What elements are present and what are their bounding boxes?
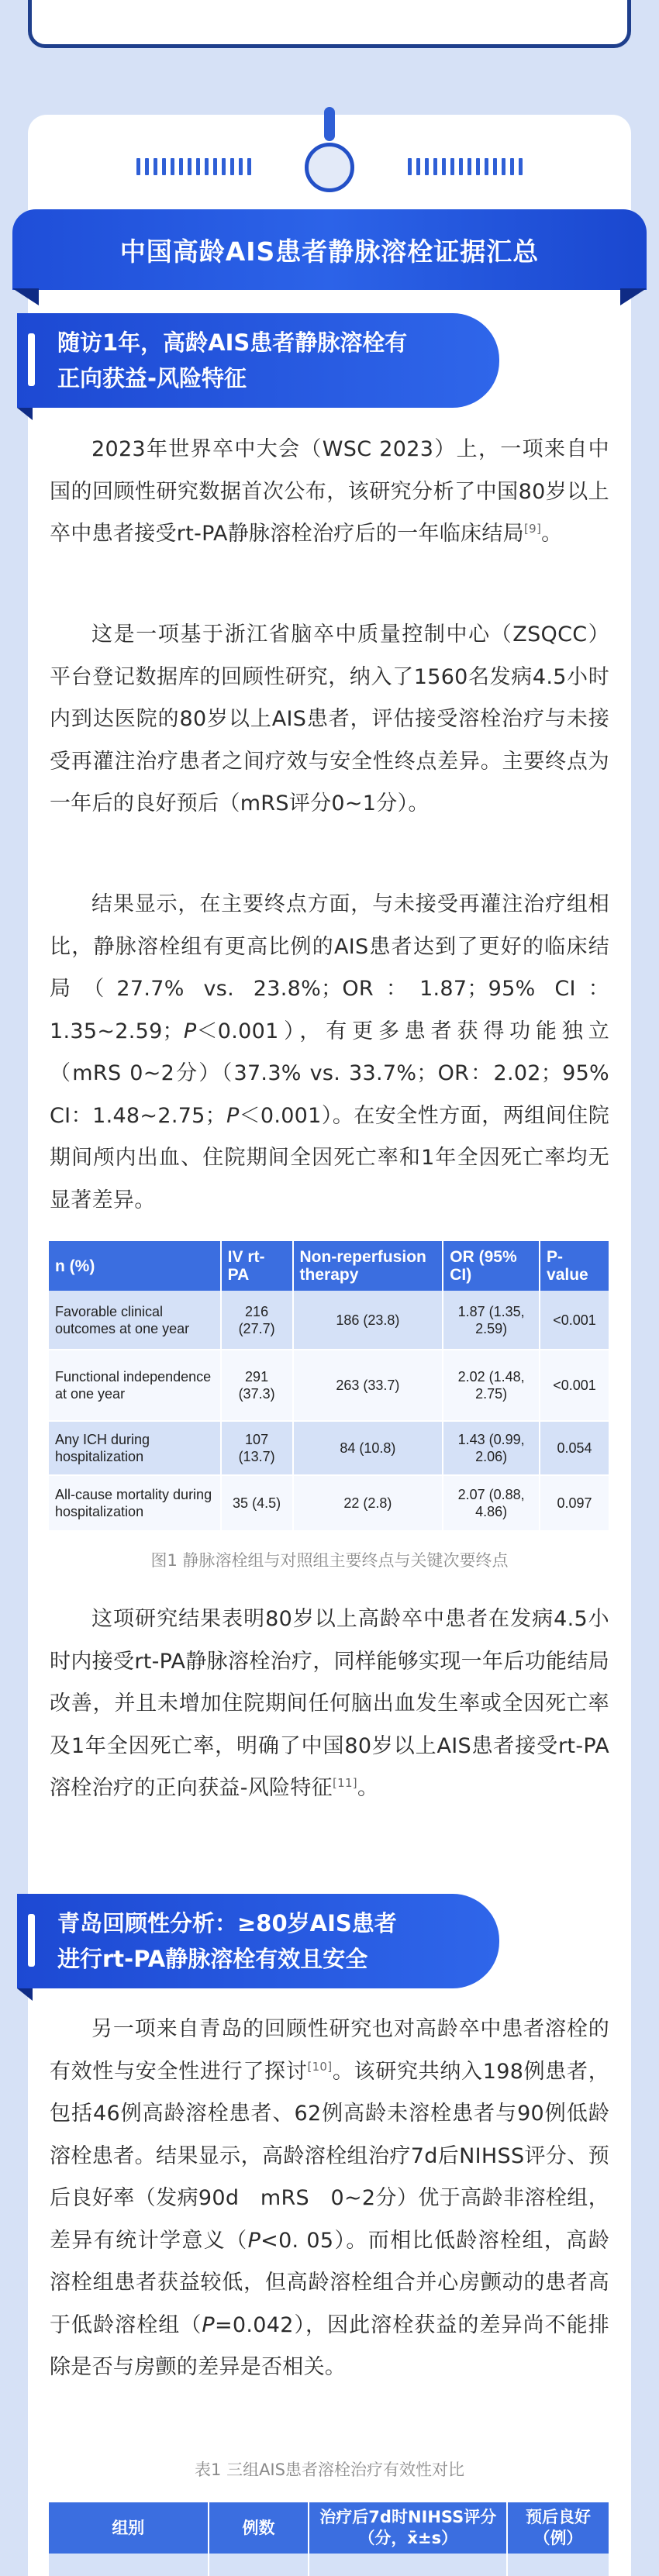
table-header: n (%) (49, 1241, 221, 1291)
table-header: 预后良好（例） (507, 2502, 609, 2554)
table-row (49, 1421, 609, 1475)
table-cell: 291 (37.3) (221, 1350, 293, 1421)
table-header: 组别 (49, 2502, 209, 2554)
table-cell (209, 2554, 309, 2576)
p-symbol: P (183, 1019, 197, 1043)
decorative-stripes-left (136, 158, 251, 175)
punctuation: 。 (357, 1776, 379, 1800)
efficacy-table (49, 2502, 610, 2576)
table-cell: 0.054 (540, 1421, 609, 1475)
table-cell: Favorable clinical outcomes at one year (49, 1291, 221, 1350)
table-cell: 2.07 (0.88, 4.86) (443, 1475, 540, 1531)
p-symbol: P (247, 2228, 261, 2253)
table-row (49, 1475, 609, 1531)
section-heading-2-line1: 青岛回顾性分析：≥80岁AIS患者 (57, 1910, 397, 1936)
section-heading-2 (17, 1894, 499, 1988)
table-cell: 1.43 (0.99, 2.06) (443, 1421, 540, 1475)
paragraph-5-text-b: 。该研究共纳入198例患者，包括46例高龄溶栓患者、62例高龄未溶栓患者与90例低龄溶栓患者。结果显示，高龄溶栓组治疗7d后NIHSS评分、预后良好率（发病90d mRS 0~2分）优于高龄非溶栓组，差异有统计学意义（ (50, 2059, 609, 2253)
table-cell: 1.87 (1.35, 2.59) (443, 1291, 540, 1350)
paragraph-5-text-c: <0. 05）。而相比低龄溶栓组，高龄溶栓组患者获益较低，但高龄溶栓组合并心房颤动的患者高于低龄溶栓组（ (50, 2228, 610, 2337)
table-cell: 0.097 (540, 1475, 609, 1531)
table-cell: 22 (2.8) (293, 1475, 443, 1531)
paragraph-5 (50, 2009, 609, 2389)
section-heading-1 (17, 313, 499, 408)
table-cell: 84 (10.8) (293, 1421, 443, 1475)
table-header: 例数 (209, 2502, 309, 2554)
table-cell: 2.02 (1.48, 2.75) (443, 1350, 540, 1421)
decorative-pin-icon (324, 107, 335, 141)
table-cell: 216 (27.7) (221, 1291, 293, 1350)
table-header: 治疗后7d时NIHSS评分（分，x̄±s） (309, 2502, 507, 2554)
table-row (49, 2554, 609, 2576)
table-header: OR (95% CI) (443, 1241, 540, 1291)
table-cell (49, 2554, 209, 2576)
page-title: 中国高龄AIS患者静脉溶栓证据汇总 (12, 209, 647, 290)
p-symbol: P (202, 2312, 215, 2337)
table-cell: 263 (33.7) (293, 1350, 443, 1421)
table-cell: Functional independence at one year (49, 1350, 221, 1421)
table-cell: 107 (13.7) (221, 1421, 293, 1475)
figure-caption: 图1 静脉溶栓组与对照组主要终点与关键次要终点 (150, 1551, 509, 1570)
paragraph-3-text-a: 结果显示，在主要终点方面，与未接受再灌注治疗组相比，静脉溶栓组有更高比例的AIS患者达到了更好的临床结局（27.7% vs. 23.8%；OR：1.87；95% CI：1.35~2.59； (50, 892, 609, 1043)
punctuation: 。 (541, 522, 563, 546)
heading-accent-bar (28, 333, 35, 386)
table-cell: 186 (23.8) (293, 1291, 443, 1350)
paragraph-4-text: 这项研究结果表明80岁以上高龄卒中患者在发病4.5小时内接受rt-PA静脉溶栓治疗，同样能够实现一年后功能结局改善，并且未增加住院期间任何脑出血发生率或全因死亡率及1年全因死亡率，明确了中国80岁以上AIS患者接受rt-PA溶栓治疗的正向获益-风险特征 (50, 1607, 609, 1800)
paragraph-5-text-d: =0.042），因此溶栓获益的差异尚不能排除是否与房颤的差异是否相关。 (50, 2312, 609, 2379)
table-row (49, 1350, 609, 1421)
paragraph-2: 这是一项基于浙江省脑卒中质量控制中心（ZSQCC）平台登记数据库的回顾性研究，纳入了1560名发病4.5小时内到达医院的80岁以上AIS患者，评估接受溶栓治疗与未接受再灌注治疗患者之间疗效与安全性终点差异。主要终点为一年后的良好预后（mRS评分0~1分）。 (50, 622, 609, 816)
section-heading-1-line1: 随访1年，高龄AIS患者静脉溶栓有 (57, 329, 408, 356)
decorative-stripes-right (408, 158, 523, 175)
heading-fold (17, 408, 33, 420)
section-heading-1-line2: 正向获益-风险特征 (57, 365, 247, 391)
table-header: IV rt-PA (221, 1241, 293, 1291)
citation-ref: [10] (307, 2059, 333, 2074)
paragraph-1 (50, 429, 609, 556)
p-symbol: P (226, 1103, 240, 1128)
paragraph-3-text-c: ＜0.001）。在安全性方面，两组间住院期间颅内出血、住院期间全因死亡率和1年全因死亡率均无显著差异。 (50, 1103, 609, 1212)
heading-accent-bar (28, 1914, 35, 1967)
results-table (49, 1241, 610, 1532)
decorative-ring-icon (305, 143, 354, 192)
table-header: Non-reperfusion therapy (293, 1241, 443, 1291)
banner-fold-right (620, 288, 647, 305)
paragraph-1-text: 2023年世界卒中大会（WSC 2023）上，一项来自中国的回顾性研究数据首次公布，该研究分析了中国80岁以上卒中患者接受rt-PA静脉溶栓治疗后的一年临床结局 (50, 437, 609, 546)
table-cell: <0.001 (540, 1350, 609, 1421)
paragraph-3 (50, 884, 631, 1222)
citation-ref: [9] (523, 522, 542, 536)
paragraph-4 (50, 1598, 609, 1810)
section-heading-2-line2: 进行rt-PA静脉溶栓有效且安全 (57, 1946, 368, 1972)
paragraph-5-text-a: 另一项来自青岛的回顾性研究也对高龄卒中患者溶栓的有效性与安全性进行了探讨 (50, 2017, 609, 2084)
table-header: P-value (540, 1241, 609, 1291)
table-cell: All-cause mortality during hospitalization (49, 1475, 221, 1531)
previous-card (28, 0, 631, 48)
paragraph-3-text-b: ＜0.001），有更多患者获得功能独立（mRS 0~2分）（37.3% vs. 33.7%；OR：2.02；95% CI：1.48~2.75； (50, 1019, 631, 1128)
table-cell (507, 2554, 609, 2576)
table-caption: 表1 三组AIS患者溶栓治疗有效性对比 (195, 2460, 464, 2479)
citation-ref: [11] (332, 1776, 357, 1790)
table-cell: <0.001 (540, 1291, 609, 1350)
table-cell (309, 2554, 507, 2576)
table-cell: 35 (4.5) (221, 1475, 293, 1531)
table-cell: Any ICH during hospitalization (49, 1421, 221, 1475)
table-row (49, 1291, 609, 1350)
